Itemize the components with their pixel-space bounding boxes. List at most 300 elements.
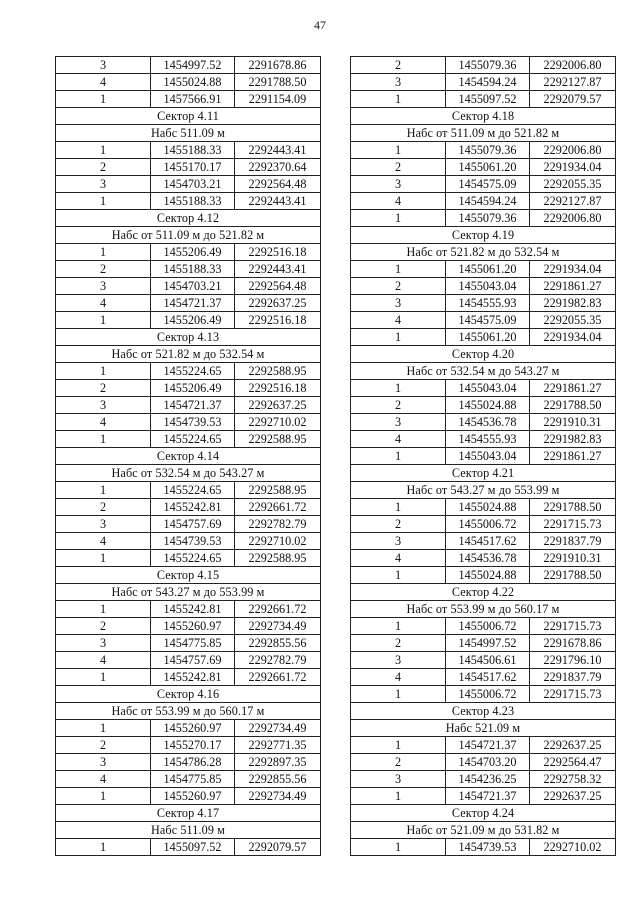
y-coordinate-cell: 2292855.56 <box>235 771 321 788</box>
point-number-cell: 3 <box>56 176 151 193</box>
table-row <box>351 635 616 652</box>
table-row <box>351 516 616 533</box>
point-number-cell: 1 <box>56 312 151 329</box>
y-coordinate-cell: 2292637.25 <box>530 737 616 754</box>
sector-header: Сектор 4.12 <box>56 210 321 227</box>
x-coordinate-cell: 1455206.49 <box>151 244 235 261</box>
y-coordinate-cell: 2292370.64 <box>235 159 321 176</box>
y-coordinate-cell: 2292710.02 <box>235 533 321 550</box>
point-number-cell: 2 <box>56 380 151 397</box>
sector-header: Набс от 532.54 м до 543.27 м <box>56 465 321 482</box>
y-coordinate-cell: 2292516.18 <box>235 312 321 329</box>
point-number-cell: 4 <box>56 295 151 312</box>
y-coordinate-cell: 2292127.87 <box>530 74 616 91</box>
point-number-cell: 1 <box>351 788 446 805</box>
point-number-cell: 2 <box>351 397 446 414</box>
table-row <box>56 839 321 856</box>
y-coordinate-cell: 2292734.49 <box>235 720 321 737</box>
x-coordinate-cell: 1455024.88 <box>446 567 530 584</box>
point-number-cell: 2 <box>351 516 446 533</box>
y-coordinate-cell: 2291678.86 <box>530 635 616 652</box>
point-number-cell: 2 <box>56 737 151 754</box>
x-coordinate-cell: 1455024.88 <box>446 499 530 516</box>
x-coordinate-cell: 1455061.20 <box>446 261 530 278</box>
left-coordinates-table <box>55 56 321 856</box>
sector-header: Сектор 4.15 <box>56 567 321 584</box>
y-coordinate-cell: 2291934.04 <box>530 329 616 346</box>
x-coordinate-cell: 1454739.53 <box>151 414 235 431</box>
table-row <box>56 754 321 771</box>
point-number-cell: 1 <box>351 618 446 635</box>
x-coordinate-cell: 1454536.78 <box>446 550 530 567</box>
y-coordinate-cell: 2292588.95 <box>235 363 321 380</box>
y-coordinate-cell: 2292516.18 <box>235 380 321 397</box>
sector-header: Сектор 4.14 <box>56 448 321 465</box>
x-coordinate-cell: 1455006.72 <box>446 516 530 533</box>
y-coordinate-cell: 2292734.49 <box>235 788 321 805</box>
table-row <box>56 57 321 74</box>
sector-header: Набс от 543.27 м до 553.99 м <box>351 482 616 499</box>
point-number-cell: 4 <box>56 74 151 91</box>
sector-header-row <box>56 567 321 584</box>
x-coordinate-cell: 1455079.36 <box>446 142 530 159</box>
point-number-cell: 3 <box>56 397 151 414</box>
table-row <box>351 686 616 703</box>
point-number-cell: 4 <box>351 431 446 448</box>
sector-header-row <box>351 363 616 380</box>
y-coordinate-cell: 2291861.27 <box>530 448 616 465</box>
table-row <box>351 397 616 414</box>
sector-header: Набс от 543.27 м до 553.99 м <box>56 584 321 601</box>
y-coordinate-cell: 2292855.56 <box>235 635 321 652</box>
sector-header-row <box>351 108 616 125</box>
point-number-cell: 3 <box>56 57 151 74</box>
table-row <box>351 74 616 91</box>
x-coordinate-cell: 1454555.93 <box>446 295 530 312</box>
sector-header-row <box>351 346 616 363</box>
y-coordinate-cell: 2291982.83 <box>530 431 616 448</box>
y-coordinate-cell: 2291837.79 <box>530 669 616 686</box>
y-coordinate-cell: 2291678.86 <box>235 57 321 74</box>
point-number-cell: 1 <box>56 601 151 618</box>
table-row <box>351 652 616 669</box>
x-coordinate-cell: 1455061.20 <box>446 159 530 176</box>
point-number-cell: 1 <box>351 261 446 278</box>
point-number-cell: 4 <box>56 533 151 550</box>
sector-header: Набс от 521.09 м до 531.82 м <box>351 822 616 839</box>
x-coordinate-cell: 1454594.24 <box>446 74 530 91</box>
point-number-cell: 4 <box>351 193 446 210</box>
y-coordinate-cell: 2292710.02 <box>530 839 616 856</box>
x-coordinate-cell: 1454506.61 <box>446 652 530 669</box>
x-coordinate-cell: 1455024.88 <box>151 74 235 91</box>
sector-header-row <box>351 227 616 244</box>
table-row <box>56 499 321 516</box>
table-row <box>351 176 616 193</box>
y-coordinate-cell: 2292127.87 <box>530 193 616 210</box>
point-number-cell: 4 <box>56 414 151 431</box>
sector-header-row <box>56 227 321 244</box>
sector-header-row <box>351 720 616 737</box>
x-coordinate-cell: 1455188.33 <box>151 261 235 278</box>
point-number-cell: 3 <box>351 74 446 91</box>
point-number-cell: 3 <box>351 652 446 669</box>
x-coordinate-cell: 1455188.33 <box>151 193 235 210</box>
table-row <box>56 312 321 329</box>
sector-header-row <box>351 125 616 142</box>
table-row <box>351 312 616 329</box>
sector-header: Набс 521.09 м <box>351 720 616 737</box>
table-row <box>56 652 321 669</box>
point-number-cell: 1 <box>351 448 446 465</box>
sector-header: Набс от 553.99 м до 560.17 м <box>56 703 321 720</box>
x-coordinate-cell: 1454721.37 <box>446 788 530 805</box>
table-row <box>56 482 321 499</box>
point-number-cell: 3 <box>351 533 446 550</box>
x-coordinate-cell: 1454575.09 <box>446 176 530 193</box>
point-number-cell: 4 <box>56 771 151 788</box>
x-coordinate-cell: 1455043.04 <box>446 278 530 295</box>
point-number-cell: 1 <box>56 720 151 737</box>
y-coordinate-cell: 2292588.95 <box>235 482 321 499</box>
table-row <box>351 788 616 805</box>
x-coordinate-cell: 1454775.85 <box>151 771 235 788</box>
y-coordinate-cell: 2291861.27 <box>530 380 616 397</box>
y-coordinate-cell: 2292079.57 <box>235 839 321 856</box>
sector-header-row <box>56 125 321 142</box>
table-row <box>56 142 321 159</box>
y-coordinate-cell: 2292782.79 <box>235 652 321 669</box>
table-row <box>56 431 321 448</box>
point-number-cell: 1 <box>56 363 151 380</box>
table-row <box>56 74 321 91</box>
point-number-cell: 1 <box>56 550 151 567</box>
table-row <box>351 567 616 584</box>
y-coordinate-cell: 2292771.35 <box>235 737 321 754</box>
sector-header: Набс 511.09 м <box>56 125 321 142</box>
x-coordinate-cell: 1455097.52 <box>151 839 235 856</box>
x-coordinate-cell: 1455097.52 <box>446 91 530 108</box>
table-row <box>351 414 616 431</box>
right-coordinates-table <box>350 56 616 856</box>
point-number-cell: 1 <box>351 499 446 516</box>
table-row <box>56 516 321 533</box>
x-coordinate-cell: 1455242.81 <box>151 601 235 618</box>
y-coordinate-cell: 2291934.04 <box>530 159 616 176</box>
x-coordinate-cell: 1455006.72 <box>446 618 530 635</box>
sector-header-row <box>56 346 321 363</box>
y-coordinate-cell: 2292637.25 <box>530 788 616 805</box>
sector-header-row <box>56 210 321 227</box>
x-coordinate-cell: 1455260.97 <box>151 720 235 737</box>
table-row <box>351 448 616 465</box>
point-number-cell: 2 <box>351 57 446 74</box>
point-number-cell: 3 <box>56 516 151 533</box>
table-row <box>351 278 616 295</box>
y-coordinate-cell: 2291788.50 <box>530 499 616 516</box>
table-row <box>56 176 321 193</box>
point-number-cell: 2 <box>56 618 151 635</box>
point-number-cell: 4 <box>351 550 446 567</box>
y-coordinate-cell: 2292564.48 <box>235 278 321 295</box>
sector-header: Сектор 4.23 <box>351 703 616 720</box>
table-row <box>56 278 321 295</box>
table-row <box>351 91 616 108</box>
table-row <box>351 431 616 448</box>
point-number-cell: 1 <box>351 210 446 227</box>
sector-header-row <box>56 805 321 822</box>
point-number-cell: 1 <box>56 244 151 261</box>
table-row <box>56 363 321 380</box>
x-coordinate-cell: 1455206.49 <box>151 380 235 397</box>
sector-header: Набс от 511.09 м до 521.82 м <box>56 227 321 244</box>
table-row <box>351 771 616 788</box>
x-coordinate-cell: 1454575.09 <box>446 312 530 329</box>
x-coordinate-cell: 1454775.85 <box>151 635 235 652</box>
y-coordinate-cell: 2291788.50 <box>530 397 616 414</box>
sector-header-row <box>351 822 616 839</box>
x-coordinate-cell: 1454739.53 <box>151 533 235 550</box>
sector-header-row <box>56 686 321 703</box>
table-row <box>351 142 616 159</box>
table-row <box>351 737 616 754</box>
point-number-cell: 2 <box>351 159 446 176</box>
x-coordinate-cell: 1454536.78 <box>446 414 530 431</box>
point-number-cell: 1 <box>351 91 446 108</box>
x-coordinate-cell: 1454721.37 <box>446 737 530 754</box>
x-coordinate-cell: 1455061.20 <box>446 329 530 346</box>
y-coordinate-cell: 2291796.10 <box>530 652 616 669</box>
x-coordinate-cell: 1455242.81 <box>151 669 235 686</box>
x-coordinate-cell: 1454703.21 <box>151 278 235 295</box>
point-number-cell: 2 <box>351 635 446 652</box>
sector-header-row <box>351 703 616 720</box>
sector-header: Сектор 4.16 <box>56 686 321 703</box>
x-coordinate-cell: 1455270.17 <box>151 737 235 754</box>
point-number-cell: 1 <box>56 788 151 805</box>
sector-header-row <box>351 805 616 822</box>
point-number-cell: 4 <box>351 669 446 686</box>
table-row <box>56 193 321 210</box>
table-row <box>351 618 616 635</box>
x-coordinate-cell: 1455043.04 <box>446 448 530 465</box>
table-row <box>351 295 616 312</box>
x-coordinate-cell: 1455006.72 <box>446 686 530 703</box>
point-number-cell: 1 <box>351 142 446 159</box>
sector-header: Набс 511.09 м <box>56 822 321 839</box>
table-row <box>351 329 616 346</box>
sector-header: Сектор 4.20 <box>351 346 616 363</box>
x-coordinate-cell: 1454786.28 <box>151 754 235 771</box>
sector-header: Сектор 4.22 <box>351 584 616 601</box>
point-number-cell: 2 <box>56 261 151 278</box>
sector-header: Набс от 532.54 м до 543.27 м <box>351 363 616 380</box>
y-coordinate-cell: 2292734.49 <box>235 618 321 635</box>
y-coordinate-cell: 2292006.80 <box>530 57 616 74</box>
sector-header: Набс от 521.82 м до 532.54 м <box>351 244 616 261</box>
sector-header: Набс от 553.99 м до 560.17 м <box>351 601 616 618</box>
table-row <box>351 193 616 210</box>
point-number-cell: 1 <box>56 482 151 499</box>
y-coordinate-cell: 2291154.09 <box>235 91 321 108</box>
y-coordinate-cell: 2292006.80 <box>530 142 616 159</box>
table-row <box>351 754 616 771</box>
sector-header: Набс от 511.09 м до 521.82 м <box>351 125 616 142</box>
sector-header: Сектор 4.21 <box>351 465 616 482</box>
y-coordinate-cell: 2292661.72 <box>235 499 321 516</box>
y-coordinate-cell: 2291788.50 <box>530 567 616 584</box>
x-coordinate-cell: 1454997.52 <box>151 57 235 74</box>
y-coordinate-cell: 2292564.47 <box>530 754 616 771</box>
point-number-cell: 4 <box>56 652 151 669</box>
sector-header-row <box>56 108 321 125</box>
point-number-cell: 1 <box>56 91 151 108</box>
sector-header: Сектор 4.11 <box>56 108 321 125</box>
point-number-cell: 4 <box>351 312 446 329</box>
table-row <box>351 669 616 686</box>
y-coordinate-cell: 2292661.72 <box>235 601 321 618</box>
point-number-cell: 2 <box>56 159 151 176</box>
point-number-cell: 3 <box>351 414 446 431</box>
y-coordinate-cell: 2291861.27 <box>530 278 616 295</box>
sector-header-row <box>56 329 321 346</box>
x-coordinate-cell: 1454721.37 <box>151 295 235 312</box>
y-coordinate-cell: 2292443.41 <box>235 142 321 159</box>
y-coordinate-cell: 2292443.41 <box>235 261 321 278</box>
y-coordinate-cell: 2291715.73 <box>530 516 616 533</box>
table-row <box>56 91 321 108</box>
y-coordinate-cell: 2292637.25 <box>235 295 321 312</box>
table-row <box>351 261 616 278</box>
y-coordinate-cell: 2292055.35 <box>530 176 616 193</box>
y-coordinate-cell: 2292758.32 <box>530 771 616 788</box>
sector-header-row <box>351 244 616 261</box>
table-row <box>56 295 321 312</box>
table-row <box>56 533 321 550</box>
point-number-cell: 1 <box>351 380 446 397</box>
x-coordinate-cell: 1455224.65 <box>151 363 235 380</box>
point-number-cell: 1 <box>351 567 446 584</box>
y-coordinate-cell: 2291934.04 <box>530 261 616 278</box>
table-row <box>56 601 321 618</box>
point-number-cell: 3 <box>56 754 151 771</box>
x-coordinate-cell: 1455079.36 <box>446 210 530 227</box>
x-coordinate-cell: 1454555.93 <box>446 431 530 448</box>
y-coordinate-cell: 2292661.72 <box>235 669 321 686</box>
point-number-cell: 1 <box>56 193 151 210</box>
sector-header: Сектор 4.17 <box>56 805 321 822</box>
x-coordinate-cell: 1455224.65 <box>151 550 235 567</box>
x-coordinate-cell: 1455043.04 <box>446 380 530 397</box>
x-coordinate-cell: 1454703.21 <box>151 176 235 193</box>
sector-header-row <box>56 584 321 601</box>
table-row <box>56 618 321 635</box>
table-row <box>351 499 616 516</box>
point-number-cell: 1 <box>56 431 151 448</box>
x-coordinate-cell: 1455079.36 <box>446 57 530 74</box>
point-number-cell: 1 <box>351 686 446 703</box>
point-number-cell: 3 <box>351 771 446 788</box>
y-coordinate-cell: 2291910.31 <box>530 550 616 567</box>
y-coordinate-cell: 2291982.83 <box>530 295 616 312</box>
y-coordinate-cell: 2292588.95 <box>235 550 321 567</box>
x-coordinate-cell: 1454703.20 <box>446 754 530 771</box>
sector-header: Набс от 521.82 м до 532.54 м <box>56 346 321 363</box>
table-row <box>56 414 321 431</box>
table-row <box>351 210 616 227</box>
point-number-cell: 2 <box>351 278 446 295</box>
x-coordinate-cell: 1455260.97 <box>151 618 235 635</box>
sector-header: Сектор 4.18 <box>351 108 616 125</box>
y-coordinate-cell: 2292516.18 <box>235 244 321 261</box>
y-coordinate-cell: 2291910.31 <box>530 414 616 431</box>
y-coordinate-cell: 2292443.41 <box>235 193 321 210</box>
x-coordinate-cell: 1454757.69 <box>151 516 235 533</box>
page-number: 47 <box>314 18 326 32</box>
table-row <box>56 669 321 686</box>
x-coordinate-cell: 1457566.91 <box>151 91 235 108</box>
x-coordinate-cell: 1455170.17 <box>151 159 235 176</box>
table-row <box>56 244 321 261</box>
sector-header-row <box>351 465 616 482</box>
x-coordinate-cell: 1454739.53 <box>446 839 530 856</box>
sector-header-row <box>56 703 321 720</box>
x-coordinate-cell: 1454517.62 <box>446 669 530 686</box>
y-coordinate-cell: 2291715.73 <box>530 618 616 635</box>
x-coordinate-cell: 1455242.81 <box>151 499 235 516</box>
y-coordinate-cell: 2292637.25 <box>235 397 321 414</box>
y-coordinate-cell: 2292710.02 <box>235 414 321 431</box>
table-row <box>351 550 616 567</box>
y-coordinate-cell: 2291788.50 <box>235 74 321 91</box>
x-coordinate-cell: 1455024.88 <box>446 397 530 414</box>
table-row <box>56 159 321 176</box>
table-row <box>56 635 321 652</box>
sector-header: Сектор 4.24 <box>351 805 616 822</box>
y-coordinate-cell: 2292564.48 <box>235 176 321 193</box>
x-coordinate-cell: 1455206.49 <box>151 312 235 329</box>
y-coordinate-cell: 2291837.79 <box>530 533 616 550</box>
y-coordinate-cell: 2292055.35 <box>530 312 616 329</box>
table-row <box>56 737 321 754</box>
sector-header-row <box>351 601 616 618</box>
point-number-cell: 2 <box>351 754 446 771</box>
y-coordinate-cell: 2291715.73 <box>530 686 616 703</box>
y-coordinate-cell: 2292897.35 <box>235 754 321 771</box>
point-number-cell: 1 <box>56 839 151 856</box>
x-coordinate-cell: 1455260.97 <box>151 788 235 805</box>
x-coordinate-cell: 1454594.24 <box>446 193 530 210</box>
sector-header-row <box>56 822 321 839</box>
x-coordinate-cell: 1454236.25 <box>446 771 530 788</box>
table-row <box>351 533 616 550</box>
x-coordinate-cell: 1455188.33 <box>151 142 235 159</box>
point-number-cell: 3 <box>351 295 446 312</box>
table-row <box>56 788 321 805</box>
x-coordinate-cell: 1455224.65 <box>151 431 235 448</box>
y-coordinate-cell: 2292079.57 <box>530 91 616 108</box>
point-number-cell: 3 <box>351 176 446 193</box>
table-row <box>56 261 321 278</box>
sector-header-row <box>56 465 321 482</box>
sector-header-row <box>56 448 321 465</box>
y-coordinate-cell: 2292588.95 <box>235 431 321 448</box>
point-number-cell: 3 <box>56 278 151 295</box>
point-number-cell: 3 <box>56 635 151 652</box>
point-number-cell: 1 <box>351 329 446 346</box>
sector-header: Сектор 4.13 <box>56 329 321 346</box>
point-number-cell: 1 <box>56 142 151 159</box>
